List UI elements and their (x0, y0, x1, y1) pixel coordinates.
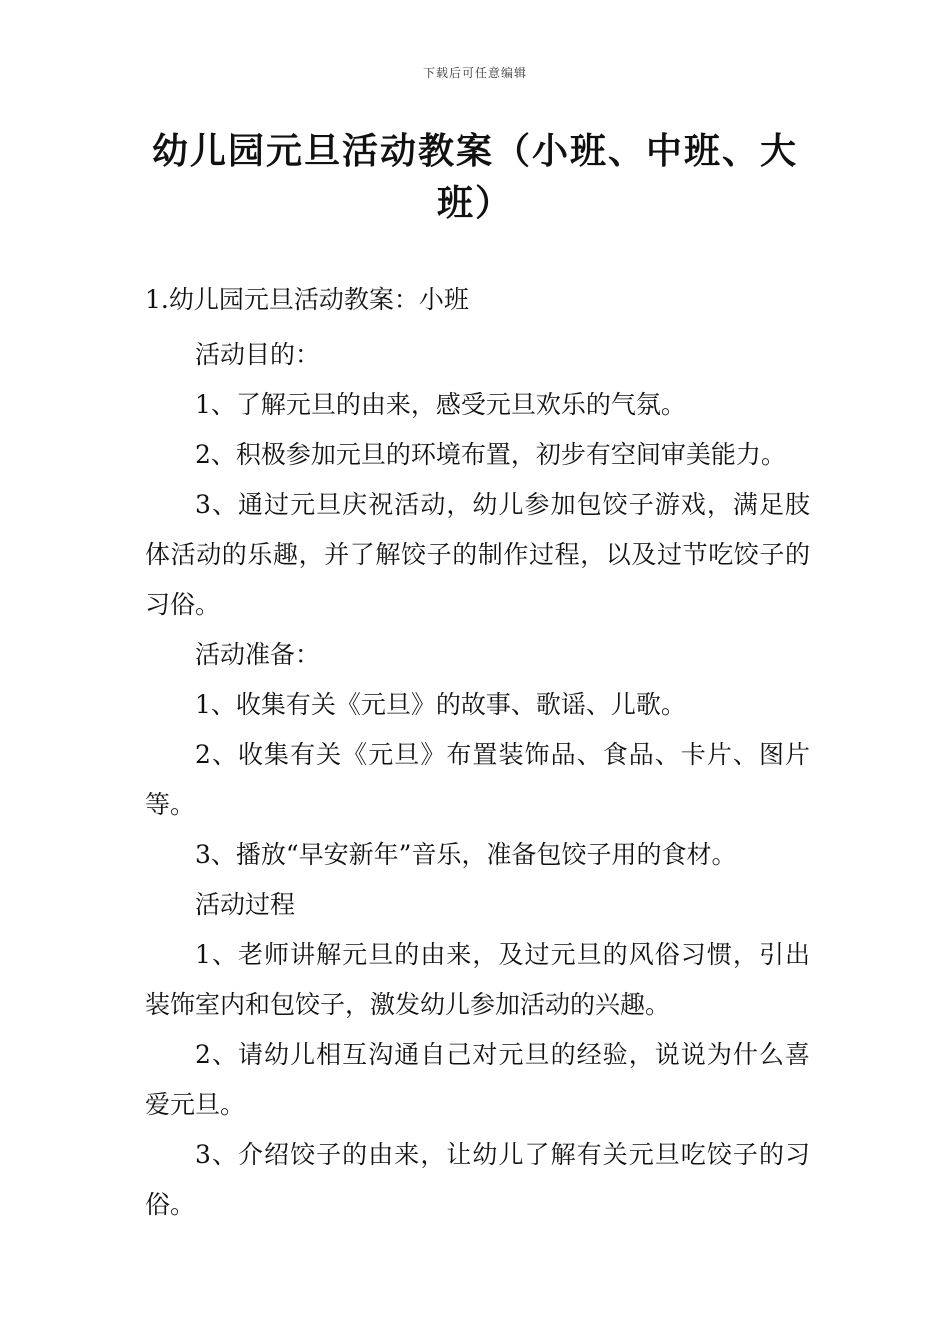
paragraph-process-2: 2、请幼儿相互沟通自己对元旦的经验，说说为什么喜爱元旦。 (145, 1040, 810, 1119)
document-body (145, 280, 810, 1230)
paragraph-process-3: 3、介绍饺子的由来，让幼儿了解有关元旦吃饺子的习俗。 (145, 1140, 810, 1219)
paragraph-process-heading: 活动过程 (195, 890, 296, 919)
document-title: 幼儿园元旦活动教案（小班、中班、大班） (151, 131, 798, 224)
paragraph-preparation-2: 2、收集有关《元旦》布置装饰品、食品、卡片、图片等。 (145, 740, 810, 819)
section-heading: 1.幼儿园元旦活动教案：小班 (145, 285, 469, 314)
paragraph-goal-2: 2、积极参加元旦的环境布置，初步有空间审美能力。 (195, 440, 786, 469)
paragraph-goal-3: 3、通过元旦庆祝活动，幼儿参加包饺子游戏，满足肢体活动的乐趣，并了解饺子的制作过程，以及过节吃饺子的习俗。 (145, 490, 810, 619)
paragraph-process-1: 1、老师讲解元旦的由来，及过元旦的风俗习惯，引出装饰室内和包饺子，激发幼儿参加活动的兴趣。 (145, 940, 810, 1019)
header-note: 下载后可任意编辑 (422, 66, 527, 80)
paragraph-preparation-1: 1、收集有关《元旦》的故事、歌谣、儿歌。 (195, 690, 686, 719)
paragraph-activity-goals-heading: 活动目的： (195, 340, 321, 369)
paragraph-preparation-3: 3、播放“早安新年”音乐，准备包饺子用的食材。 (195, 840, 737, 869)
paragraph-goal-1: 1、了解元旦的由来，感受元旦欢乐的气氛。 (195, 390, 686, 419)
paragraph-preparation-heading: 活动准备： (195, 640, 321, 669)
